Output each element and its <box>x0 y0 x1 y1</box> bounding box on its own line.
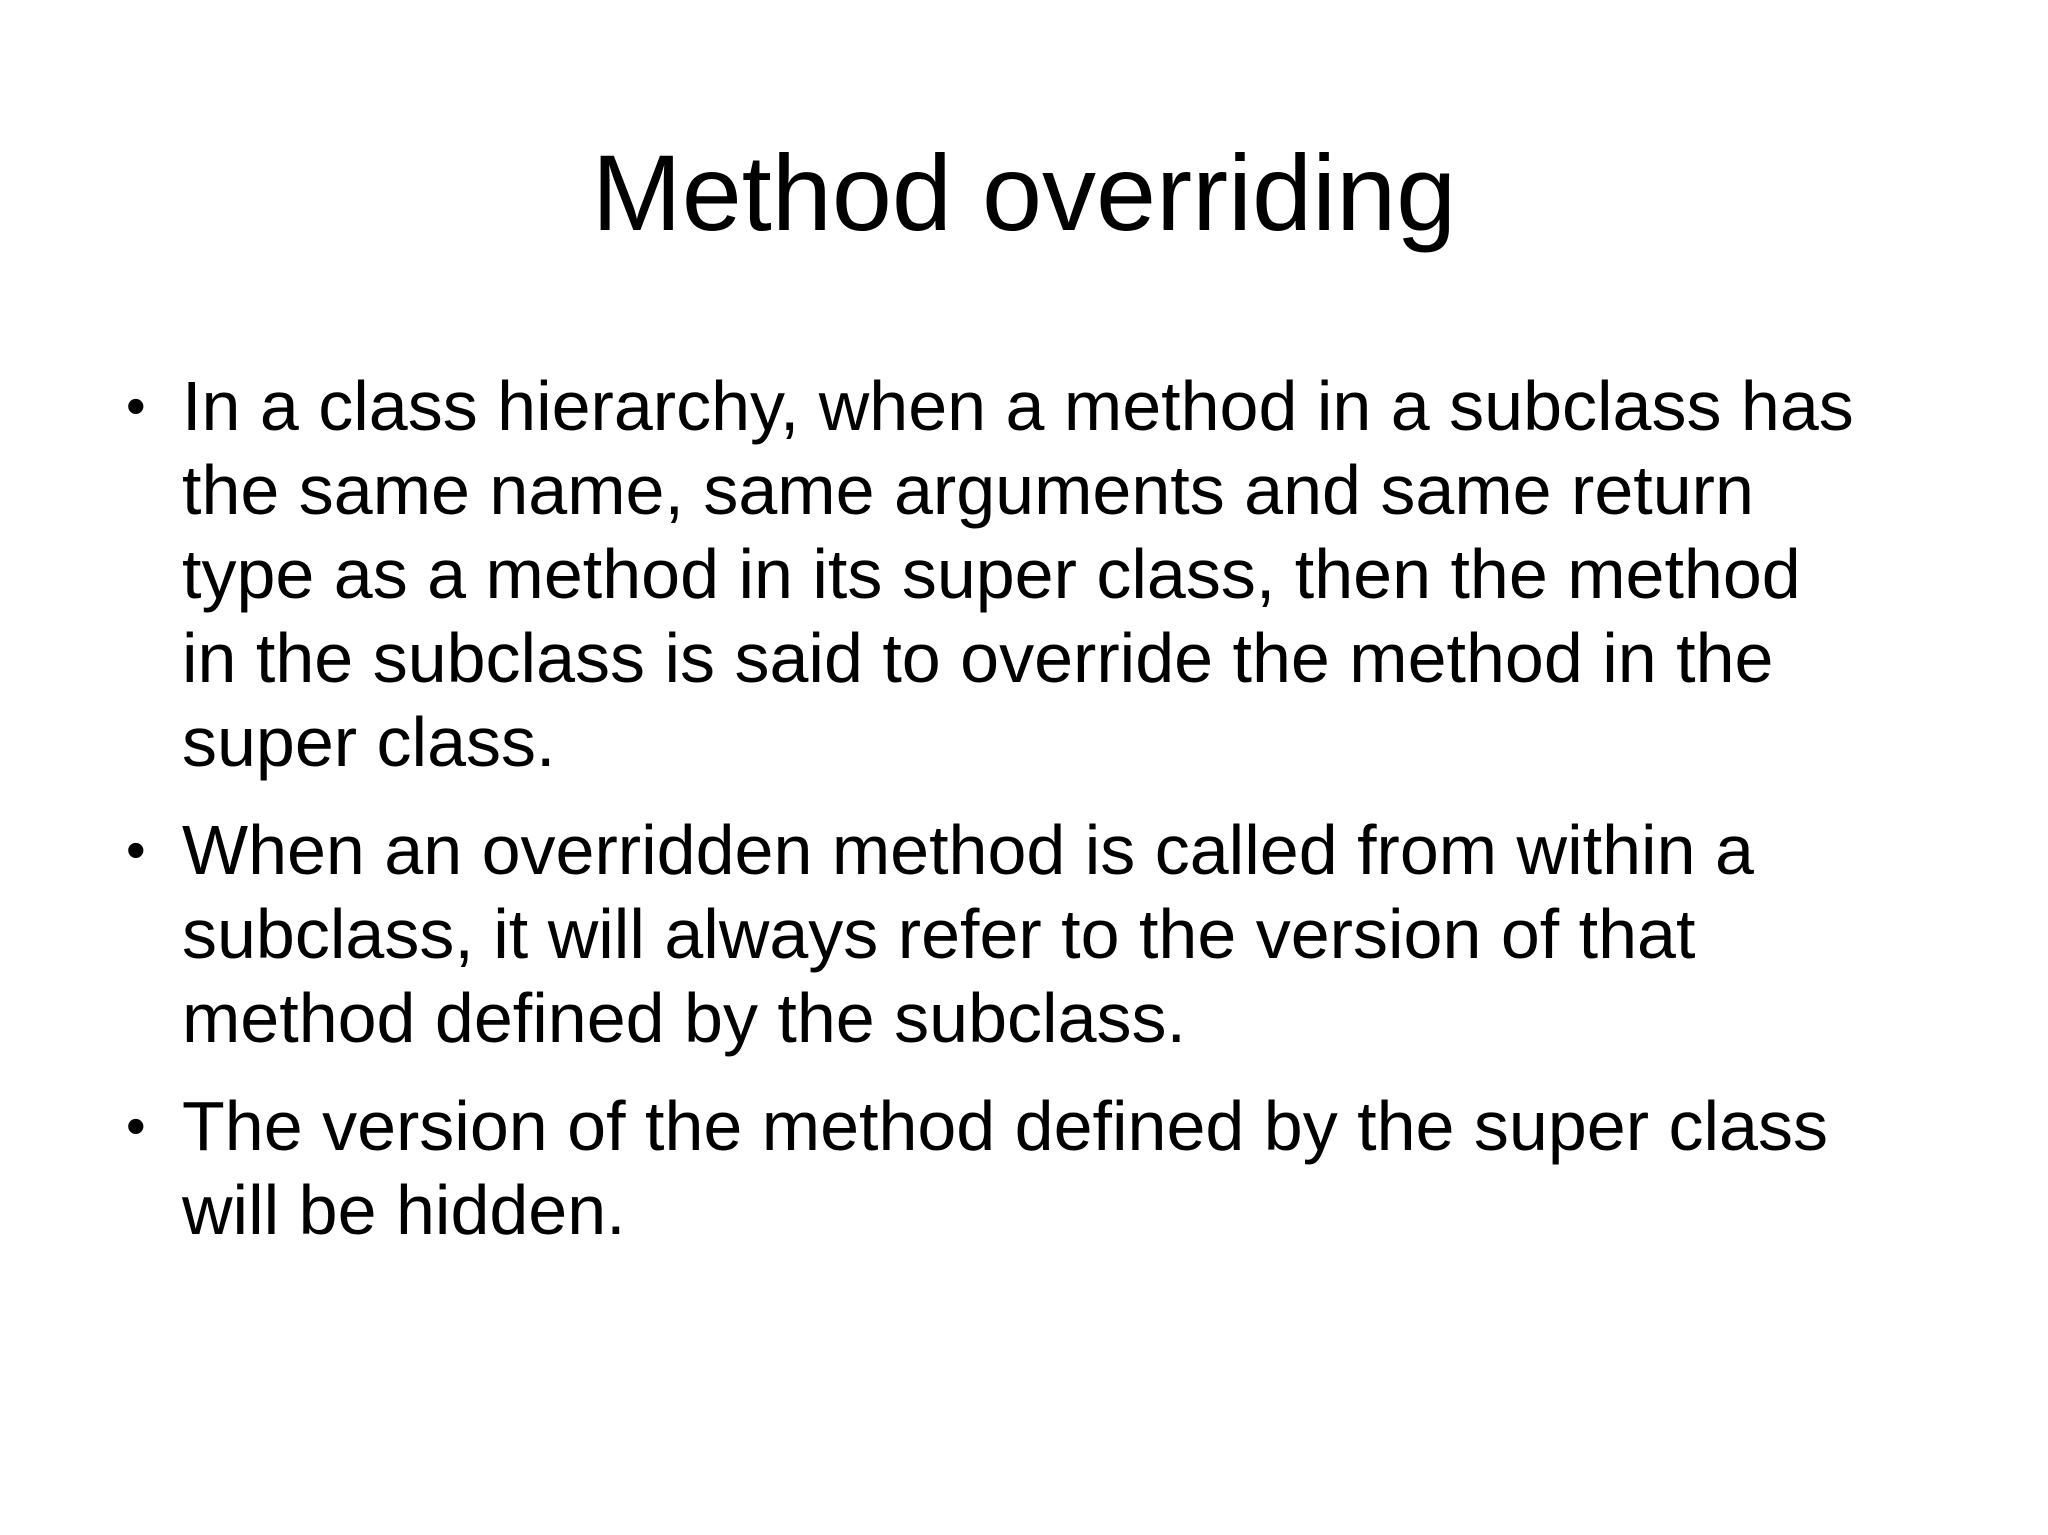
bullet-point-icon: • <box>126 374 146 437</box>
bullet-line: type as a method in its super class, then the method <box>182 535 1801 613</box>
bullet-line: super class. <box>182 703 556 781</box>
bullet-line: the same name, same arguments and same return <box>182 451 1754 529</box>
bullet-line: The version of the method defined by the super class <box>182 1087 1828 1165</box>
bullet-line: in the subclass is said to override the method in the <box>182 619 1774 697</box>
bullet-line: method defined by the subclass. <box>182 979 1186 1057</box>
bullet-item <box>114 364 1974 784</box>
bullet-point-icon: • <box>126 1094 146 1157</box>
bullet-line: will be hidden. <box>182 1171 626 1249</box>
bullet-line: subclass, it will always refer to the version of that <box>182 895 1696 973</box>
bullet-item <box>114 808 1974 1060</box>
bullet-list <box>114 364 1974 1276</box>
bullet-point-icon: • <box>126 818 146 881</box>
bullet-line: When an overridden method is called from within a <box>182 811 1754 889</box>
bullet-item <box>114 1084 1974 1252</box>
bullet-line: In a class hierarchy, when a method in a subclass has <box>182 367 1854 445</box>
slide-title: Method overriding <box>591 132 1457 253</box>
